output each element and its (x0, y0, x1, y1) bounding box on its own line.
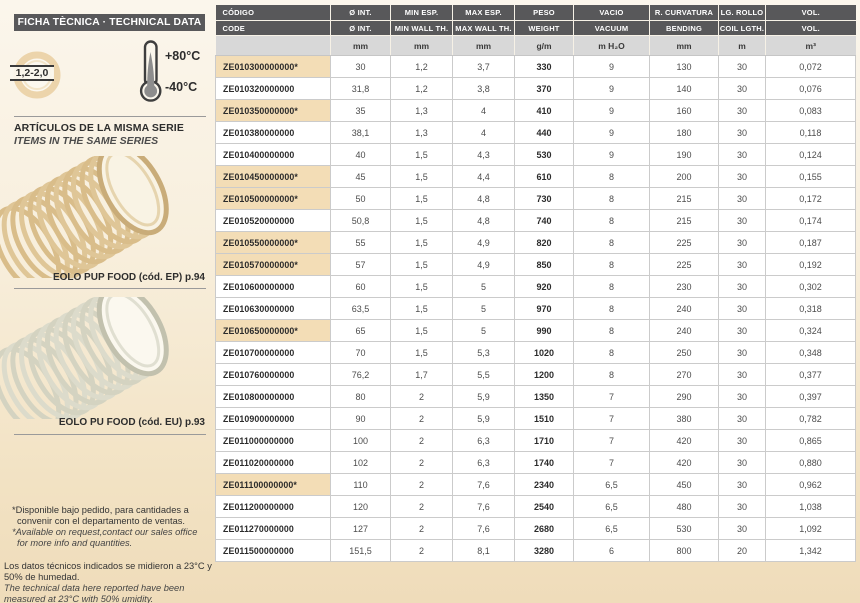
value-cell: 63,5 (331, 298, 391, 320)
value-cell: 410 (515, 100, 574, 122)
value-cell: 6 (574, 540, 650, 562)
code-cell: ZE010320000000 (216, 78, 331, 100)
value-cell: 4,9 (453, 232, 515, 254)
value-cell: 420 (650, 452, 719, 474)
value-cell: 440 (515, 122, 574, 144)
value-cell: 31,8 (331, 78, 391, 100)
code-cell: ZE010600000000 (216, 276, 331, 298)
value-cell: 151,5 (331, 540, 391, 562)
value-cell: 0,880 (766, 452, 856, 474)
header-cell: R. CURVATURA (650, 5, 719, 21)
value-cell: 7,6 (453, 518, 515, 540)
value-cell: 610 (515, 166, 574, 188)
value-cell: 4,8 (453, 210, 515, 232)
value-cell: 4 (453, 122, 515, 144)
value-cell: 4,3 (453, 144, 515, 166)
value-cell: 4,9 (453, 254, 515, 276)
header-cell: Ø INT. (331, 5, 391, 21)
value-cell: 1,2 (391, 78, 453, 100)
code-cell: ZE010900000000 (216, 408, 331, 430)
value-cell: 2 (391, 452, 453, 474)
value-cell: 30 (719, 342, 766, 364)
value-cell: 240 (650, 298, 719, 320)
value-cell: 57 (331, 254, 391, 276)
table-row (216, 122, 856, 144)
value-cell: 30 (719, 386, 766, 408)
footnote-measurement (4, 561, 216, 603)
value-cell: 70 (331, 342, 391, 364)
table-row (216, 78, 856, 100)
value-cell: 127 (331, 518, 391, 540)
value-cell: 215 (650, 210, 719, 232)
table-row (216, 254, 856, 276)
value-cell: 5,9 (453, 386, 515, 408)
table-row (216, 452, 856, 474)
table-row (216, 188, 856, 210)
value-cell: 530 (650, 518, 719, 540)
table-row (216, 100, 856, 122)
value-cell: 740 (515, 210, 574, 232)
header-cell: BENDING (650, 21, 719, 36)
value-cell: 1,5 (391, 342, 453, 364)
table-row (216, 298, 856, 320)
table-row (216, 474, 856, 496)
value-cell: 30 (719, 518, 766, 540)
unit-cell: m H₂O (574, 36, 650, 56)
code-cell: ZE010400000000 (216, 144, 331, 166)
value-cell: 290 (650, 386, 719, 408)
value-cell: 7 (574, 452, 650, 474)
header-cell: VACUUM (574, 21, 650, 36)
value-cell: 920 (515, 276, 574, 298)
header-cell: MAX ESP. (453, 5, 515, 21)
value-cell: 0,397 (766, 386, 856, 408)
value-cell: 2 (391, 430, 453, 452)
value-cell: 9 (574, 100, 650, 122)
value-cell: 30 (331, 56, 391, 78)
value-cell: 80 (331, 386, 391, 408)
code-cell: ZE010300000000* (216, 56, 331, 78)
table-row (216, 232, 856, 254)
value-cell: 970 (515, 298, 574, 320)
value-cell: 9 (574, 144, 650, 166)
code-cell: ZE010520000000 (216, 210, 331, 232)
value-cell: 6,5 (574, 474, 650, 496)
value-cell: 35 (331, 100, 391, 122)
value-cell: 0,962 (766, 474, 856, 496)
value-cell: 0,192 (766, 254, 856, 276)
value-cell: 30 (719, 144, 766, 166)
value-cell: 8 (574, 232, 650, 254)
header-cell: MAX WALL TH. (453, 21, 515, 36)
sidebar-divider (14, 434, 206, 435)
value-cell: 270 (650, 364, 719, 386)
table-row (216, 540, 856, 562)
table-row (216, 210, 856, 232)
product-caption-eolo-pup-food: EOLO PUP FOOD (cód. EP) p.94 (52, 272, 205, 283)
hose-product-image-eolo-pup-food (0, 156, 185, 278)
table-row (216, 364, 856, 386)
value-cell: 40 (331, 144, 391, 166)
value-cell: 1200 (515, 364, 574, 386)
value-cell: 3,8 (453, 78, 515, 100)
sidebar-divider (14, 116, 206, 117)
value-cell: 8 (574, 320, 650, 342)
unit-cell: mm (453, 36, 515, 56)
value-cell: 30 (719, 122, 766, 144)
value-cell: 30 (719, 320, 766, 342)
value-cell: 102 (331, 452, 391, 474)
table-row (216, 56, 856, 78)
value-cell: 330 (515, 56, 574, 78)
value-cell: 480 (650, 496, 719, 518)
code-cell: ZE010380000000 (216, 122, 331, 144)
table-row (216, 430, 856, 452)
value-cell: 240 (650, 320, 719, 342)
header-cell: WEIGHT (515, 21, 574, 36)
footnote-measurement-es: Los datos técnicos indicados se midieron a 23°C y 50% de humedad. (4, 561, 212, 582)
value-cell: 0,083 (766, 100, 856, 122)
value-cell: 2 (391, 540, 453, 562)
table-row (216, 144, 856, 166)
code-cell: ZE011000000000 (216, 430, 331, 452)
value-cell: 30 (719, 496, 766, 518)
value-cell: 100 (331, 430, 391, 452)
value-cell: 7,6 (453, 474, 515, 496)
value-cell: 76,2 (331, 364, 391, 386)
value-cell: 60 (331, 276, 391, 298)
spec-table-body (216, 56, 856, 562)
series-heading-en: ITEMS IN THE SAME SERIES (14, 135, 159, 147)
value-cell: 530 (515, 144, 574, 166)
value-cell: 0,072 (766, 56, 856, 78)
table-row (216, 408, 856, 430)
value-cell: 3280 (515, 540, 574, 562)
code-cell: ZE011100000000* (216, 474, 331, 496)
value-cell: 1,5 (391, 232, 453, 254)
value-cell: 380 (650, 408, 719, 430)
value-cell: 9 (574, 122, 650, 144)
value-cell: 1,5 (391, 210, 453, 232)
value-cell: 0,318 (766, 298, 856, 320)
code-cell: ZE010500000000* (216, 188, 331, 210)
units-row (216, 36, 856, 56)
table-row (216, 342, 856, 364)
header-cell: VOL. (766, 21, 856, 36)
code-cell: ZE010650000000* (216, 320, 331, 342)
value-cell: 2 (391, 408, 453, 430)
value-cell: 30 (719, 298, 766, 320)
header-row-es (216, 5, 856, 21)
unit-cell: m (719, 36, 766, 56)
value-cell: 45 (331, 166, 391, 188)
unit-cell (216, 36, 331, 56)
value-cell: 2540 (515, 496, 574, 518)
value-cell: 1,5 (391, 254, 453, 276)
footnote-availability-en: *Available on request,contact our sales office for more info and quantities. (12, 526, 198, 548)
value-cell: 4,4 (453, 166, 515, 188)
value-cell: 8 (574, 364, 650, 386)
value-cell: 30 (719, 100, 766, 122)
value-cell: 110 (331, 474, 391, 496)
value-cell: 200 (650, 166, 719, 188)
header-cell: LG. ROLLO (719, 5, 766, 21)
value-cell: 9 (574, 56, 650, 78)
table-row (216, 496, 856, 518)
value-cell: 0,782 (766, 408, 856, 430)
value-cell: 2 (391, 386, 453, 408)
value-cell: 1350 (515, 386, 574, 408)
header-cell: MIN ESP. (391, 5, 453, 21)
page-title: FICHA TÈCNICA · TECHNICAL DATA (14, 14, 205, 31)
value-cell: 1,5 (391, 320, 453, 342)
value-cell: 38,1 (331, 122, 391, 144)
value-cell: 0,348 (766, 342, 856, 364)
value-cell: 30 (719, 364, 766, 386)
value-cell: 1,3 (391, 122, 453, 144)
value-cell: 8 (574, 276, 650, 298)
code-cell: ZE010630000000 (216, 298, 331, 320)
value-cell: 55 (331, 232, 391, 254)
value-cell: 30 (719, 474, 766, 496)
value-cell: 1,092 (766, 518, 856, 540)
header-cell: CÓDIGO (216, 5, 331, 21)
value-cell: 190 (650, 144, 719, 166)
value-cell: 180 (650, 122, 719, 144)
value-cell: 1,5 (391, 144, 453, 166)
value-cell: 30 (719, 254, 766, 276)
value-cell: 0,124 (766, 144, 856, 166)
code-cell: ZE011200000000 (216, 496, 331, 518)
value-cell: 990 (515, 320, 574, 342)
header-cell: CODE (216, 21, 331, 36)
table-row (216, 386, 856, 408)
value-cell: 2680 (515, 518, 574, 540)
value-cell: 6,3 (453, 430, 515, 452)
value-cell: 30 (719, 210, 766, 232)
footnote-availability (12, 505, 210, 549)
table-row (216, 518, 856, 540)
sidebar-divider (14, 288, 206, 289)
value-cell: 9 (574, 78, 650, 100)
header-cell: COIL LGTH. (719, 21, 766, 36)
value-cell: 0,187 (766, 232, 856, 254)
header-cell: Ø INT. (331, 21, 391, 36)
temperature-min-label: -40°C (165, 80, 198, 94)
value-cell: 1,038 (766, 496, 856, 518)
value-cell: 7,6 (453, 496, 515, 518)
value-cell: 8 (574, 254, 650, 276)
thermometer-icon (136, 39, 166, 103)
header-cell: PESO (515, 5, 574, 21)
table-row (216, 320, 856, 342)
value-cell: 30 (719, 188, 766, 210)
wall-thickness-range-badge: 1,2-2,0 (10, 65, 54, 81)
value-cell: 130 (650, 56, 719, 78)
value-cell: 450 (650, 474, 719, 496)
value-cell: 4 (453, 100, 515, 122)
value-cell: 2 (391, 474, 453, 496)
unit-cell: g/m (515, 36, 574, 56)
spec-table (215, 5, 856, 562)
value-cell: 6,5 (574, 496, 650, 518)
value-cell: 3,7 (453, 56, 515, 78)
value-cell: 5,9 (453, 408, 515, 430)
value-cell: 5,3 (453, 342, 515, 364)
value-cell: 5,5 (453, 364, 515, 386)
value-cell: 230 (650, 276, 719, 298)
value-cell: 90 (331, 408, 391, 430)
value-cell: 30 (719, 78, 766, 100)
unit-cell: mm (391, 36, 453, 56)
value-cell: 0,172 (766, 188, 856, 210)
value-cell: 30 (719, 408, 766, 430)
value-cell: 2 (391, 518, 453, 540)
code-cell: ZE011020000000 (216, 452, 331, 474)
code-cell: ZE010700000000 (216, 342, 331, 364)
value-cell: 160 (650, 100, 719, 122)
table-row (216, 166, 856, 188)
value-cell: 820 (515, 232, 574, 254)
unit-cell: m³ (766, 36, 856, 56)
value-cell: 2 (391, 496, 453, 518)
code-cell: ZE011270000000 (216, 518, 331, 540)
value-cell: 8,1 (453, 540, 515, 562)
hose-product-image-eolo-pu-food (0, 297, 185, 419)
value-cell: 1020 (515, 342, 574, 364)
series-heading-es: ARTÍCULOS DE LA MISMA SERIE (14, 122, 184, 134)
value-cell: 850 (515, 254, 574, 276)
value-cell: 1510 (515, 408, 574, 430)
code-cell: ZE010800000000 (216, 386, 331, 408)
code-cell: ZE010350000000* (216, 100, 331, 122)
value-cell: 20 (719, 540, 766, 562)
value-cell: 800 (650, 540, 719, 562)
header-cell: VACIO (574, 5, 650, 21)
temperature-max-label: +80°C (165, 49, 201, 63)
value-cell: 65 (331, 320, 391, 342)
value-cell: 0,174 (766, 210, 856, 232)
value-cell: 8 (574, 298, 650, 320)
value-cell: 5 (453, 298, 515, 320)
value-cell: 8 (574, 166, 650, 188)
value-cell: 1,5 (391, 298, 453, 320)
value-cell: 4,8 (453, 188, 515, 210)
code-cell: ZE011500000000 (216, 540, 331, 562)
value-cell: 1710 (515, 430, 574, 452)
value-cell: 0,865 (766, 430, 856, 452)
value-cell: 730 (515, 188, 574, 210)
value-cell: 30 (719, 166, 766, 188)
value-cell: 8 (574, 210, 650, 232)
value-cell: 6,5 (574, 518, 650, 540)
value-cell: 1,3 (391, 100, 453, 122)
value-cell: 0,076 (766, 78, 856, 100)
value-cell: 30 (719, 56, 766, 78)
unit-cell: mm (331, 36, 391, 56)
value-cell: 7 (574, 430, 650, 452)
unit-cell: mm (650, 36, 719, 56)
value-cell: 5 (453, 320, 515, 342)
value-cell: 420 (650, 430, 719, 452)
value-cell: 0,118 (766, 122, 856, 144)
value-cell: 215 (650, 188, 719, 210)
value-cell: 8 (574, 342, 650, 364)
code-cell: ZE010550000000* (216, 232, 331, 254)
value-cell: 250 (650, 342, 719, 364)
header-cell: MIN WALL TH. (391, 21, 453, 36)
code-cell: ZE010450000000* (216, 166, 331, 188)
value-cell: 1,7 (391, 364, 453, 386)
value-cell: 7 (574, 386, 650, 408)
value-cell: 8 (574, 188, 650, 210)
table-row (216, 276, 856, 298)
value-cell: 140 (650, 78, 719, 100)
value-cell: 2340 (515, 474, 574, 496)
footnote-availability-es: *Disponible bajo pedido, para cantidades a convenir con el departamento de ventas. (12, 505, 189, 526)
value-cell: 6,3 (453, 452, 515, 474)
value-cell: 225 (650, 254, 719, 276)
value-cell: 370 (515, 78, 574, 100)
value-cell: 7 (574, 408, 650, 430)
value-cell: 1,342 (766, 540, 856, 562)
value-cell: 0,155 (766, 166, 856, 188)
value-cell: 30 (719, 276, 766, 298)
value-cell: 1,2 (391, 56, 453, 78)
header-row-en (216, 21, 856, 36)
value-cell: 5 (453, 276, 515, 298)
code-cell: ZE010760000000 (216, 364, 331, 386)
value-cell: 50,8 (331, 210, 391, 232)
value-cell: 0,324 (766, 320, 856, 342)
value-cell: 0,302 (766, 276, 856, 298)
header-cell: VOL. (766, 5, 856, 21)
value-cell: 120 (331, 496, 391, 518)
value-cell: 30 (719, 232, 766, 254)
value-cell: 1,5 (391, 276, 453, 298)
value-cell: 30 (719, 430, 766, 452)
code-cell: ZE010570000000* (216, 254, 331, 276)
value-cell: 1740 (515, 452, 574, 474)
value-cell: 1,5 (391, 166, 453, 188)
value-cell: 0,377 (766, 364, 856, 386)
value-cell: 50 (331, 188, 391, 210)
product-caption-eolo-pu-food: EOLO PU FOOD (cód. EU) p.93 (58, 417, 205, 428)
value-cell: 30 (719, 452, 766, 474)
value-cell: 1,5 (391, 188, 453, 210)
value-cell: 225 (650, 232, 719, 254)
footnote-measurement-en: The technical data here reported have been measured at 23°C with 50% umidity. (4, 582, 185, 603)
